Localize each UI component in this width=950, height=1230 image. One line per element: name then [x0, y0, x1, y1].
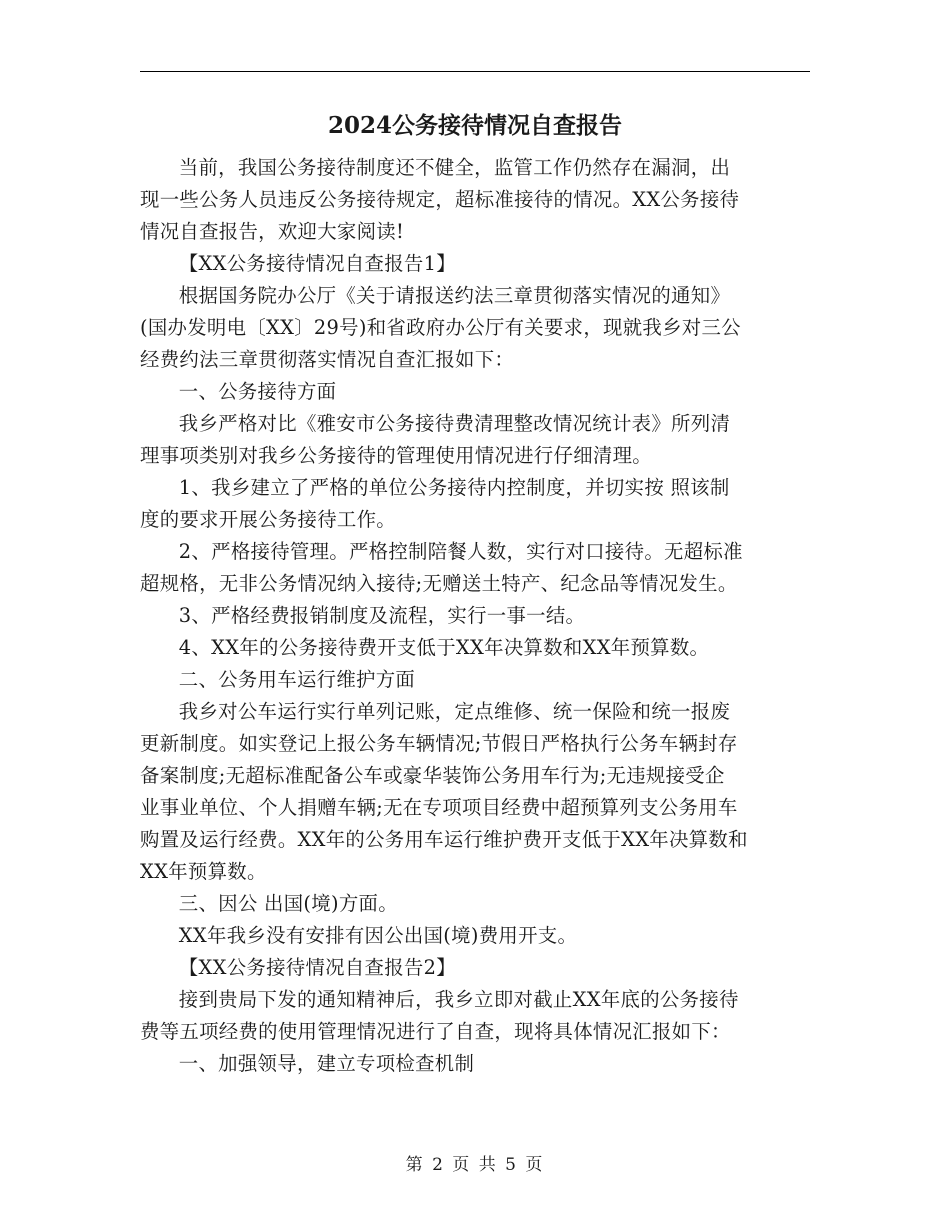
body-line: 经费约法三章贯彻落实情况自查汇报如下： [140, 348, 515, 371]
body-line: 接到贵局下发的通知精神后，我乡立即对截止XX年底的公务接待 [178, 988, 739, 1011]
body-line: 我乡对公车运行实行单列记账，定点维修、统一保险和统一报废 [178, 700, 731, 723]
body-line: 现一些公务人员违反公务接待规定，超标准接待的情况。XX公务接待 [140, 188, 740, 211]
document-title: 2024公务接待情况自查报告 [327, 112, 622, 139]
body-line: XX年我乡没有安排有因公出国(境)费用开支。 [178, 924, 578, 947]
header-rule [140, 71, 810, 72]
body-line: 三、因公 出国(境)方面。 [178, 892, 398, 915]
body-line: 4、XX年的公务接待费开支低于XX年决算数和XX年预算数。 [178, 636, 710, 659]
body-line: 度的要求开展公务接待工作。 [140, 508, 396, 531]
body-line: 根据国务院办公厅《关于请报送约法三章贯彻落实情况的通知》 [178, 284, 731, 307]
body-line: 【XX公务接待情况自查报告2】 [178, 956, 456, 979]
body-line: XX年预算数。 [140, 860, 267, 883]
body-line: 1、我乡建立了严格的单位公务接待内控制度，并切实按 照该制 [178, 476, 730, 499]
body-line: 一、加强领导，建立专项检查机制 [178, 1052, 475, 1075]
body-line: 费等五项经费的使用管理情况进行了自查，现将具体情况汇报如下： [140, 1020, 731, 1043]
body-line: 2、严格接待管理。严格控制陪餐人数，实行对口接待。无超标准 [178, 540, 743, 563]
body-line: 备案制度;无超标准配备公车或豪华装饰公务用车行为;无违规接受企 [140, 764, 725, 787]
body-line: 业事业单位、个人捐赠车辆;无在专项项目经费中超预算列支公务用车 [140, 796, 738, 819]
body-line: 我乡严格对比《雅安市公务接待费清理整改情况统计表》所列清 [178, 412, 731, 435]
body-line: 当前，我国公务接待制度还不健全，监管工作仍然存在漏洞，出 [178, 156, 731, 179]
body-line: 一、公务接待方面 [178, 380, 337, 403]
body-line: 理事项类别对我乡公务接待的管理使用情况进行仔细清理。 [140, 444, 652, 467]
body-line: (国办发明电〔XX〕29号)和省政府办公厅有关要求，现就我乡对三公 [140, 316, 741, 339]
body-line: 更新制度。如实登记上报公务车辆情况;节假日严格执行公务车辆封存 [140, 732, 738, 755]
document-body [140, 152, 810, 1080]
body-line: 二、公务用车运行维护方面 [178, 668, 416, 691]
body-line: 购置及运行经费。XX年的公务用车运行维护费开支低于XX年决算数和 [140, 828, 748, 851]
body-line: 3、严格经费报销制度及流程，实行一事一结。 [178, 604, 586, 627]
body-line: 超规格，无非公务情况纳入接待;无赠送土特产、纪念品等情况发生。 [140, 572, 738, 595]
page-footer: 第 2 页 共 5 页 [405, 1155, 545, 1175]
body-line: 【XX公务接待情况自查报告1】 [178, 252, 456, 275]
body-line: 情况自查报告，欢迎大家阅读! [140, 220, 405, 243]
